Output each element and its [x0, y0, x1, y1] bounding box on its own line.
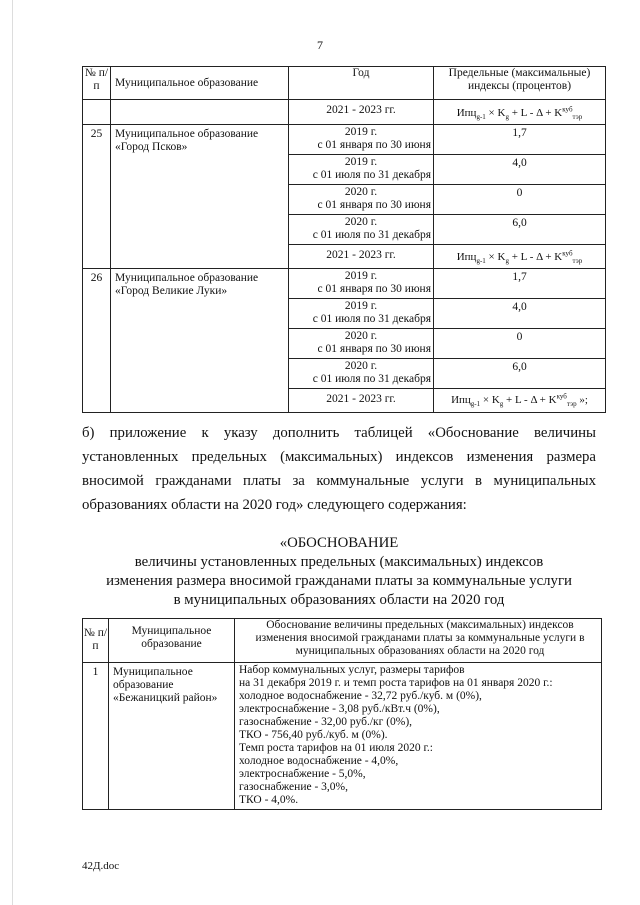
formula: $Ипц_{g-1} \times K_g + L - \Delta + K^{куб}_{тэр}$: [456, 248, 583, 265]
period-label: с 01 января по 30 июня: [317, 138, 431, 151]
table-header-row: [83, 619, 602, 663]
index-value: 6,0: [434, 214, 606, 244]
year-cell: [289, 358, 434, 388]
year-cell: [289, 328, 434, 358]
index-value: 4,0: [434, 154, 606, 184]
justification-line: холодное водоснабжение - 4,0%,: [239, 755, 399, 767]
year-cell: [289, 124, 434, 154]
year-label: 2019 г.: [344, 125, 378, 138]
year-cell: [289, 388, 434, 412]
year-label: 2019 г.: [344, 155, 378, 168]
row-num: 25: [83, 124, 111, 268]
table-header-row: [83, 67, 606, 100]
period-label: с 01 июля по 31 декабря: [312, 312, 431, 325]
table-row: [83, 663, 602, 810]
table-row: [83, 124, 606, 154]
justification-table: [82, 618, 602, 810]
justification-line: газоснабжение - 3,0%,: [239, 781, 348, 793]
period-label: с 01 января по 30 июня: [317, 282, 431, 295]
header-num: № п/п: [83, 619, 109, 663]
year-cell: [289, 154, 434, 184]
row-municipality: Муниципальное образование «Город Великие Луки»: [111, 268, 289, 412]
heading-line: в муниципальных образованиях области на 2020 год: [173, 592, 505, 608]
year-label: 2019 г.: [344, 299, 378, 312]
year-label: 2021 - 2023 гг.: [326, 248, 396, 261]
header-justification: Обоснование величины предельных (максимальных) индексов изменения вносимой гражданами платы за коммунальные услуги в муниципальных образованиях области на 2020 год: [235, 619, 602, 663]
justification-line: Темп роста тарифов на 01 июля 2020 г.:: [239, 742, 433, 754]
justification-line: на 31 декабря 2019 г. и темп роста тарифов на 01 января 2020 г.:: [239, 677, 553, 689]
index-value: [434, 244, 606, 268]
row-num: 26: [83, 268, 111, 412]
justification-line: электроснабжение - 3,08 руб./кВт.ч (0%),: [239, 703, 440, 715]
justification-line: ТКО - 756,40 руб./куб. м (0%).: [239, 729, 388, 741]
formula: $Ипц_{g-1} \times K_g + L - \Delta + K^{куб}_{тэр}$ »;: [451, 392, 588, 409]
period-label: с 01 января по 30 июня: [317, 198, 431, 211]
heading-line: величины установленных предельных (максимальных) индексов: [134, 554, 544, 570]
row-municipality: Муниципальное образование «Бежаницкий район»: [109, 663, 235, 810]
heading-line: «ОБОСНОВАНИЕ: [279, 535, 399, 551]
index-value: 1,7: [434, 268, 606, 298]
year-cell: [289, 214, 434, 244]
justification-line: газоснабжение - 32,00 руб./кг (0%),: [239, 716, 413, 728]
year-label: 2019 г.: [344, 269, 378, 282]
period-label: с 01 июля по 31 декабря: [312, 168, 431, 181]
document-filename: 42Д.doc: [82, 860, 120, 872]
year-cell: [289, 298, 434, 328]
page-number: 7: [317, 38, 323, 52]
year-cell: [289, 184, 434, 214]
period-label: с 01 июля по 31 декабря: [312, 372, 431, 385]
formula-cell: [434, 100, 606, 125]
table-row: [83, 100, 606, 125]
justification-heading: [82, 534, 596, 610]
year-label: 2020 г.: [344, 185, 378, 198]
year-label: 2020 г.: [344, 215, 378, 228]
row-municipality: Муниципальное образование «Город Псков»: [111, 124, 289, 268]
justification-line: холодное водоснабжение - 32,72 руб./куб. м (0%),: [239, 690, 482, 702]
year-label: 2020 г.: [344, 359, 378, 372]
header-indices: Предельные (максимальные) индексы (процентов): [434, 67, 606, 100]
year-cell: 2021 - 2023 гг.: [289, 100, 434, 125]
header-year: Год: [289, 67, 434, 100]
justification-line: ТКО - 4,0%.: [239, 794, 299, 806]
period-label: с 01 января по 30 июня: [317, 342, 431, 355]
year-cell: [289, 244, 434, 268]
index-value: [434, 388, 606, 412]
index-value: 0: [434, 328, 606, 358]
year-label: 2021 - 2023 гг.: [326, 392, 396, 405]
index-value: 0: [434, 184, 606, 214]
paragraph-b: б) приложение к указу дополнить таблицей «Обоснование величины установленных предельных (максимальных) индексов изменения размера вносимой гражданами платы за коммунальные услуги в муниципальных образованиях области на 2020 год» следующего содержания:: [82, 425, 596, 513]
period-label: с 01 июля по 31 декабря: [312, 228, 431, 241]
year-label: 2020 г.: [344, 329, 378, 342]
heading-line: изменения размера вносимой гражданами платы за коммунальные услуги: [106, 573, 572, 589]
indices-table: [82, 66, 606, 413]
formula: $Ипц_{g-1} \times K_g + L - \Delta + K^{куб}_{тэр}$: [456, 105, 583, 121]
justification-line: электроснабжение - 5,0%,: [239, 768, 366, 780]
header-num: № п/п: [83, 67, 111, 100]
year-cell: [289, 268, 434, 298]
header-municipality: Муниципальное образование: [109, 619, 235, 663]
row-justification: [235, 663, 602, 810]
header-municipality: Муниципальное образование: [111, 67, 289, 100]
table-row: [83, 268, 606, 298]
justification-line: Набор коммунальных услуг, размеры тарифов: [239, 664, 465, 676]
scan-edge-line: [12, 0, 13, 905]
index-value: 1,7: [434, 124, 606, 154]
row-num: 1: [83, 663, 109, 810]
index-value: 4,0: [434, 298, 606, 328]
index-value: 6,0: [434, 358, 606, 388]
